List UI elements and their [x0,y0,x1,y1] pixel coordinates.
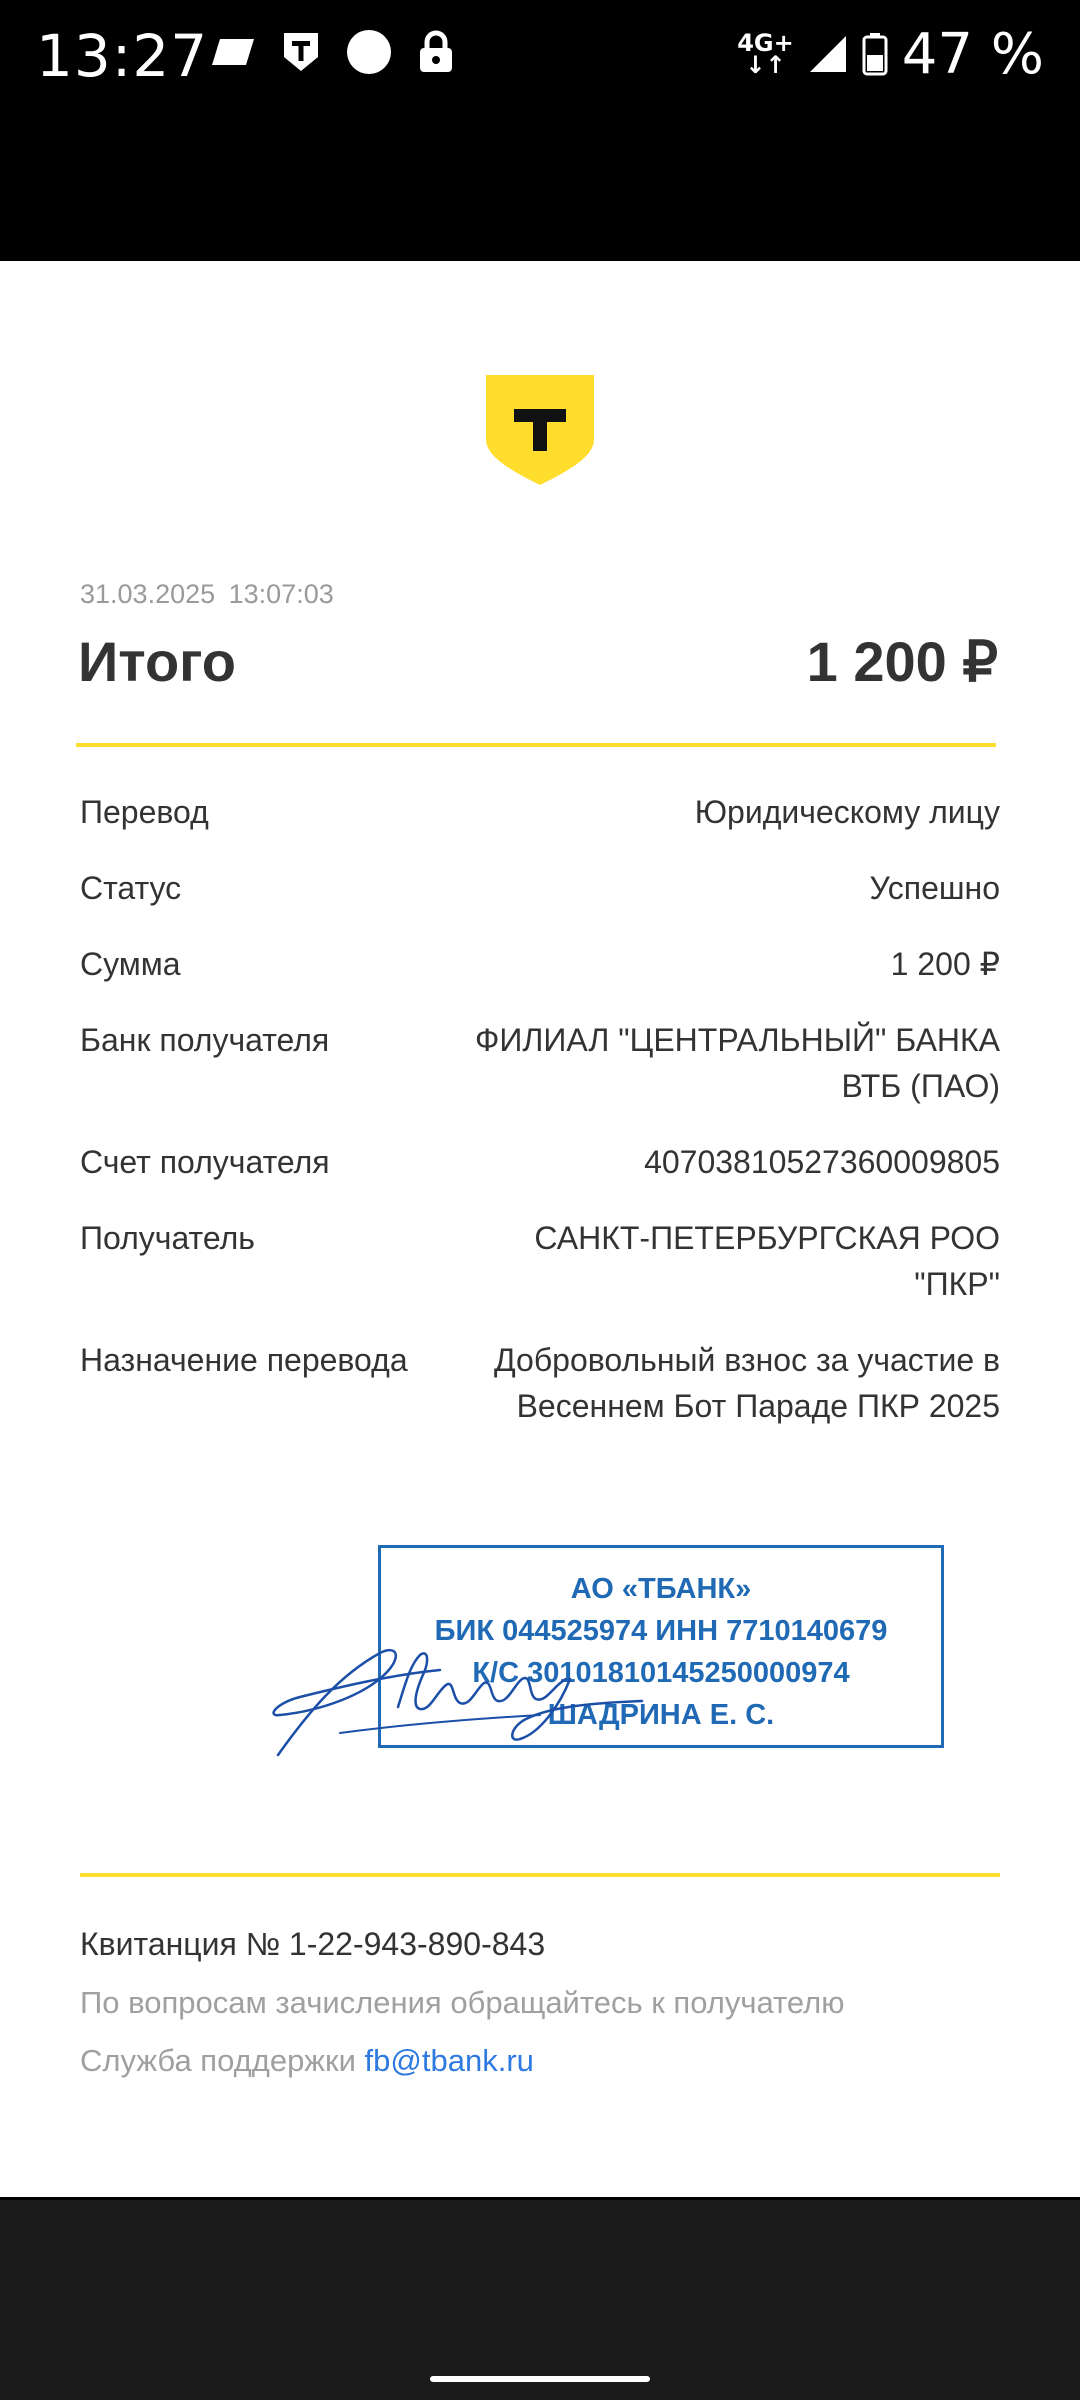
detail-row-transfer-type [80,789,1000,835]
detail-row-amount [80,941,1000,987]
lock-icon [418,30,454,74]
receipt [0,261,1080,2197]
support-line [80,2043,1040,2079]
stamp-line: ШАДРИНА Е. С. [547,1699,775,1731]
status-bar [0,0,1080,261]
navigation-bar [0,2200,1080,2400]
detail-value: САНКТ-ПЕТЕРБУРГСКАЯ РОО "ПКР" [534,1220,1000,1302]
detail-row-recipient [80,1215,1000,1307]
divider [76,743,996,747]
recipient-note: По вопросам зачисления обращайтесь к получателю [80,1985,845,2020]
detail-value: Добровольный взнос за участие в Весеннем Бот Параде ПКР 2025 [494,1342,1000,1424]
detail-key: Назначение перевода [80,1342,408,1378]
notification-leaf-icon [210,37,256,67]
receipt-number: Квитанция № 1-22-943-890-843 [80,1926,546,1962]
bank-stamp-area [270,1545,960,1805]
support-email-link[interactable]: fb@tbank.ru [364,2043,534,2078]
status-icons-right [737,21,1044,87]
detail-value: ФИЛИАЛ "ЦЕНТРАЛЬНЫЙ" БАНКА ВТБ (ПАО) [475,1022,1000,1104]
tbank-logo-icon [484,373,596,487]
home-indicator[interactable] [430,2376,650,2382]
detail-key: Статус [80,870,182,906]
detail-row-purpose [80,1337,1000,1429]
stamp-line: АО «ТБАНК» [570,1573,752,1605]
transaction-datetime: 31.03.2025 13:07:03 [80,579,334,609]
data-arrows-icon: ↓↑ [745,51,786,79]
detail-key: Счет получателя [80,1144,330,1180]
signature [270,1615,650,1765]
stamp-line: БИК 044525974 ИНН 7710140679 [434,1615,888,1647]
detail-key: Получатель [80,1220,255,1256]
receipt-footer [80,1926,1040,2079]
detail-row-recipient-account [80,1139,1000,1185]
status-time: 13:27 [36,22,209,90]
network-type: 4G+ ↓↑ [737,29,794,79]
detail-value: Успешно [869,870,1000,906]
detail-key: Банк получателя [80,1022,330,1058]
detail-value: 40703810527360009805 [644,1144,1000,1180]
detail-row-recipient-bank [80,1017,1000,1109]
circle-icon [346,29,392,75]
detail-value: 1 200 ₽ [890,946,1000,982]
signal-icon [808,34,848,74]
battery-icon [862,32,888,76]
detail-key: Перевод [80,794,209,830]
detail-value: Юридическому лицу [694,794,1000,830]
stamp-line: К/С 30101810145250000974 [472,1657,850,1689]
detail-key: Сумма [80,946,181,982]
status-icons-left [210,28,454,76]
battery-percent: 47 % [901,21,1044,87]
divider [80,1873,1000,1877]
detail-row-status [80,865,1000,911]
tbank-shield-icon [282,31,320,73]
total-amount: 1 200 ₽ [806,630,998,693]
details-list [80,789,1000,1459]
support-label: Служба поддержки [80,2043,365,2078]
total-label: Итого [78,630,236,693]
